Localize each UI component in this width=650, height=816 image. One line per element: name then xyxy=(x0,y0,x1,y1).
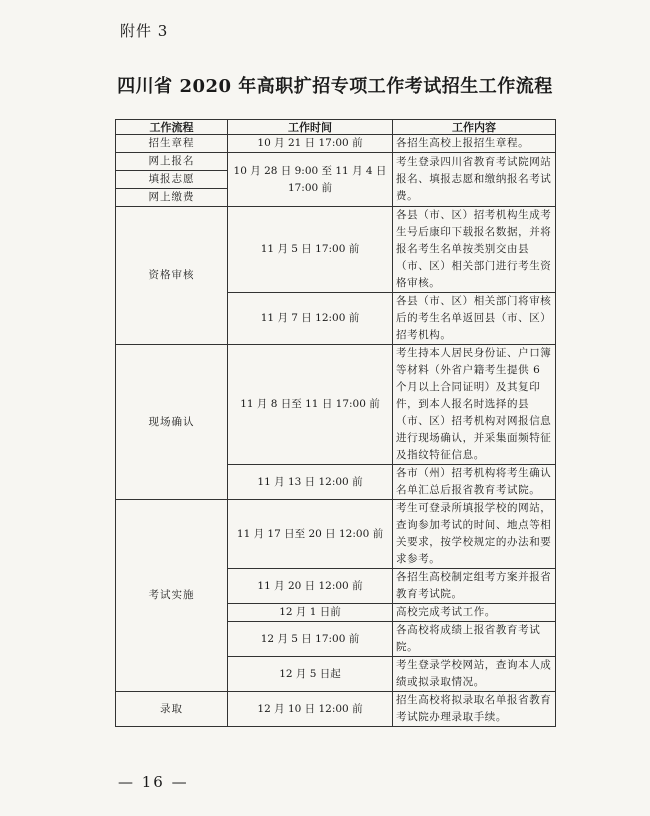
step-cell: 现场确认 xyxy=(116,345,228,500)
header-content: 工作内容 xyxy=(393,120,556,135)
table-row xyxy=(116,692,556,727)
content-cell: 考生登录四川省教育考试院网站报名、填报志愿和缴纳报名考试费。 xyxy=(393,153,556,207)
header-step: 工作流程 xyxy=(116,120,228,135)
time-cell: 11 月 20 日 12:00 前 xyxy=(228,569,393,604)
content-cell: 各高校将成绩上报省教育考试院。 xyxy=(393,622,556,657)
content-cell: 各招生高校制定组考方案并报省教育考试院。 xyxy=(393,569,556,604)
step-cell: 网上缴费 xyxy=(116,189,228,207)
time-cell: 11 月 8 日至 11 日 17:00 前 xyxy=(228,345,393,465)
table-row xyxy=(116,500,556,569)
content-cell: 各市（州）招考机构将考生确认名单汇总后报省教育考试院。 xyxy=(393,465,556,500)
workflow-table xyxy=(115,119,556,727)
content-cell: 招生高校将拟录取名单报省教育考试院办理录取手续。 xyxy=(393,692,556,727)
table-row xyxy=(116,207,556,293)
time-cell: 10 月 28 日 9:00 至 11 月 4 日 17:00 前 xyxy=(228,153,393,207)
time-cell: 11 月 13 日 12:00 前 xyxy=(228,465,393,500)
content-cell: 各招生高校上报招生章程。 xyxy=(393,135,556,153)
attachment-label: 附件 3 xyxy=(120,22,169,40)
step-cell: 资格审核 xyxy=(116,207,228,345)
content-cell: 各县（市、区）招考机构生成考生号后康印下载报名数据，并将报名考生名单按类别交由县（市、区）相关部门进行考生资格审核。 xyxy=(393,207,556,293)
time-cell: 10 月 21 日 17:00 前 xyxy=(228,135,393,153)
step-cell: 考试实施 xyxy=(116,500,228,692)
time-cell: 12 月 10 日 12:00 前 xyxy=(228,692,393,727)
table-row xyxy=(116,135,556,153)
content-cell: 考生可登录所填报学校的网站，查询参加考试的时间、地点等相关要求，按学校规定的办法和要求参考。 xyxy=(393,500,556,569)
header-time: 工作时间 xyxy=(228,120,393,135)
step-cell: 招生章程 xyxy=(116,135,228,153)
content-cell: 考生持本人居民身份证、户口簿等材料（外省户籍考生提供 6 个月以上合同证明）及其复印件，到本人报名时选择的县（市、区）招考机构对网报信息进行现场确认，并采集面频特征及指纹特征信息。 xyxy=(393,345,556,465)
time-cell: 11 月 5 日 17:00 前 xyxy=(228,207,393,293)
table-row xyxy=(116,153,556,171)
time-cell: 11 月 17 日至 20 日 12:00 前 xyxy=(228,500,393,569)
page-number: — 16 — xyxy=(118,773,189,791)
time-cell: 12 月 5 日 17:00 前 xyxy=(228,622,393,657)
time-cell: 12 月 1 日前 xyxy=(228,604,393,622)
step-cell: 网上报名 xyxy=(116,153,228,171)
table-header-row xyxy=(116,120,556,135)
content-cell: 考生登录学校网站，查询本人成绩或拟录取情况。 xyxy=(393,657,556,692)
table-row xyxy=(116,345,556,465)
content-cell: 高校完成考试工作。 xyxy=(393,604,556,622)
step-cell: 录取 xyxy=(116,692,228,727)
content-cell: 各县（市、区）相关部门将审核后的考生名单返回县（市、区）招考机构。 xyxy=(393,293,556,345)
time-cell: 12 月 5 日起 xyxy=(228,657,393,692)
page-title: 四川省 2020 年高职扩招专项工作考试招生工作流程 xyxy=(117,76,553,97)
time-cell: 11 月 7 日 12:00 前 xyxy=(228,293,393,345)
step-cell: 填报志愿 xyxy=(116,171,228,189)
